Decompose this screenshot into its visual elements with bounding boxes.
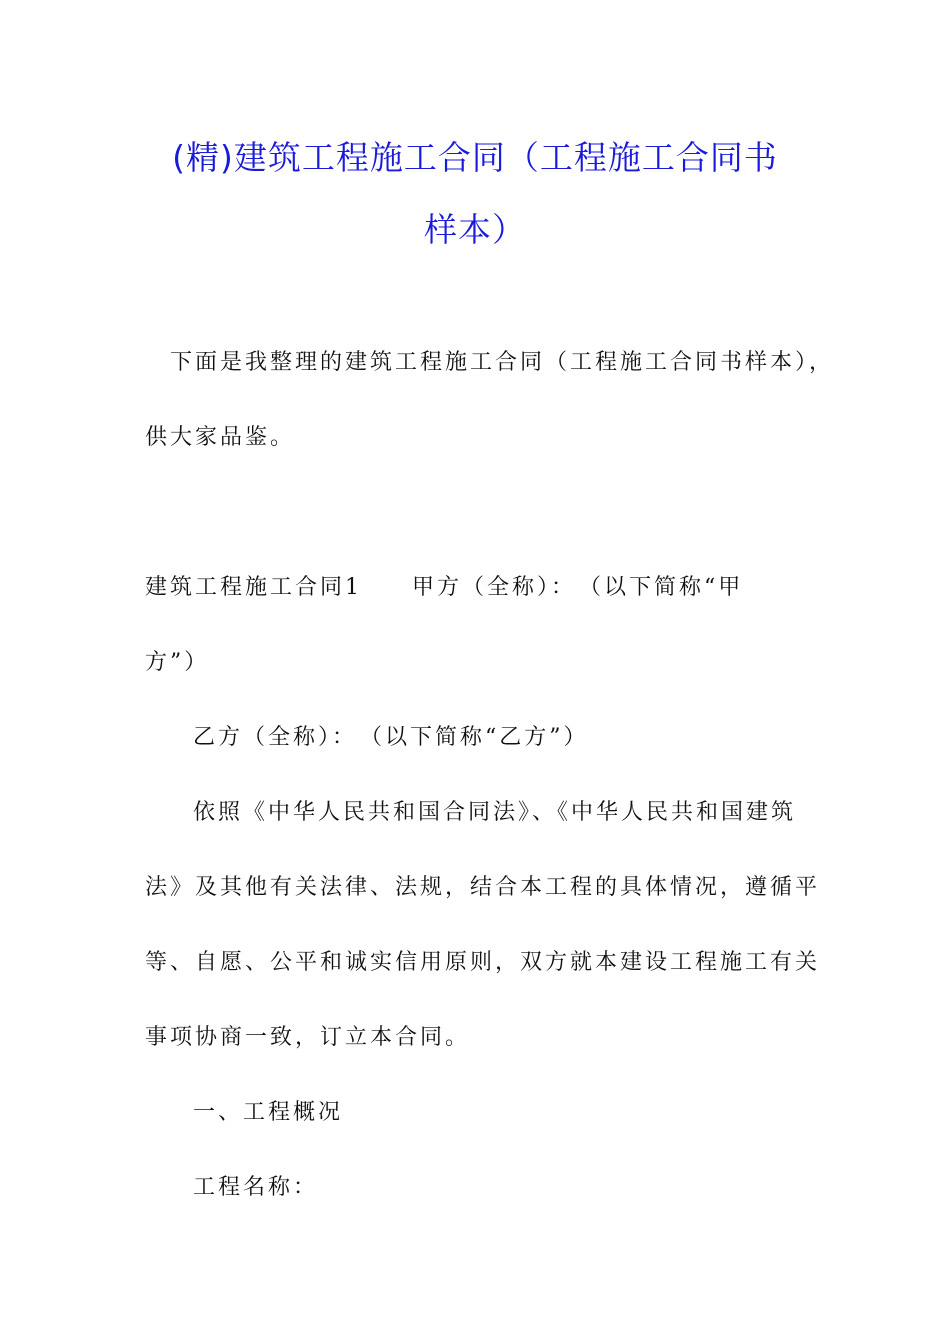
basis-paragraph-line-3: 等、自愿、公平和诚实信用原则，双方就本建设工程施工有关 [145,950,821,975]
intro-paragraph-line-2: 供大家品鉴。 [145,425,296,450]
contract-header-line-1: 建筑工程施工合同1 甲方（全称）： （以下简称“甲 [145,575,744,600]
document-title-line-1: (精)建筑工程施工合同（工程施工合同书 [172,138,778,177]
document-title-line-2: 样本） [424,210,526,249]
basis-paragraph-line-4: 事项协商一致，订立本合同。 [145,1025,471,1050]
intro-paragraph-line-1: 下面是我整理的建筑工程施工合同（工程施工合同书样本）， [170,350,835,375]
basis-paragraph-line-2: 法》及其他有关法律、法规，结合本工程的具体情况，遵循平 [145,875,821,900]
contract-header-line-2: 方”） [145,650,210,675]
basis-paragraph-line-1: 依照《中华人民共和国合同法》、《中华人民共和国建筑 [193,800,797,825]
project-name-label: 工程名称： [193,1175,319,1200]
party-b-line: 乙方（全称）： （以下简称“乙方”） [193,725,589,750]
section-1-heading: 一、工程概况 [193,1100,344,1125]
